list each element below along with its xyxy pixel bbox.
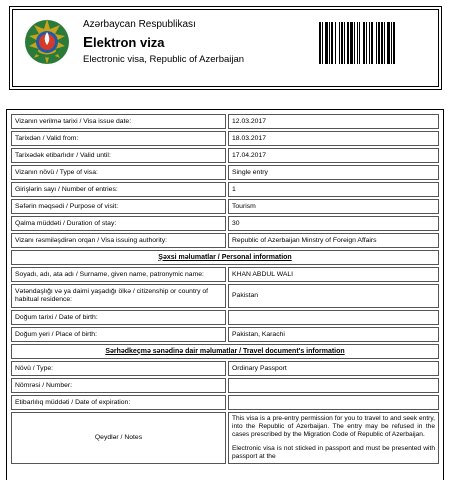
table-row: [11, 395, 439, 410]
visa-table: [9, 112, 441, 466]
table-row: [11, 361, 439, 376]
table-row: [11, 131, 439, 146]
table-row: [11, 199, 439, 214]
personal-info-heading: Şəxsi məlumatlar / Personal information: [11, 250, 439, 265]
visa-table-body: [11, 114, 439, 464]
document-title: [83, 34, 244, 51]
row-value: Republic of Azerbaijan Minstry of Foreign Affairs: [228, 233, 439, 248]
row-label: Tarixdən / Valid from:: [11, 131, 226, 146]
notes-row: [11, 412, 439, 464]
barcode-icon: [319, 22, 423, 64]
row-value: 12.03.2017: [228, 114, 439, 129]
notes-paragraph-1: This visa is a pre-entry permission for you to travel to and seek entry, into the Republic of Azerbaijan. The entry may be refused in the cases prescribed by the Migration Code of Republic of Azerbaijan.: [232, 415, 435, 439]
table-row: [11, 114, 439, 129]
row-value: 17.04.2017: [228, 148, 439, 163]
row-value: 30: [228, 216, 439, 231]
table-row: [11, 165, 439, 180]
row-label: Soyadı, adı, ata adı / Surname, given name, patronymic name:: [11, 267, 226, 282]
row-value: Tourism: [228, 199, 439, 214]
row-value: KHAN ABDUL WALI: [228, 267, 439, 282]
azerbaijan-emblem-icon: [23, 18, 71, 66]
country-name: Azərbaycan Respublikası: [83, 19, 196, 30]
notes-label: Qeydlər / Notes: [11, 412, 226, 464]
notes-value: [228, 412, 439, 464]
row-label: Vizanı rəsmiləşdirən orqan / Visa issuing authority:: [11, 233, 226, 248]
row-label: Girişlərin sayı / Number of entries:: [11, 182, 226, 197]
document-subtitle: Electronic visa, Republic of Azerbaijan: [83, 54, 245, 65]
row-label: Səfərin məqsədi / Purpose of visit:: [11, 199, 226, 214]
travel-document-heading: Sərhədkeçmə sənədinə dair məlumatlar / Travel document's information: [11, 344, 439, 359]
table-row: [11, 310, 439, 325]
table-row: [11, 182, 439, 197]
row-value: Ordinary Passport: [228, 361, 439, 376]
row-label: Doğum yeri / Place of birth:: [11, 327, 226, 342]
row-label: Vətəndaşlığı və ya daimi yaşadığı ölkə / citizenship or country of habitual residence:: [11, 284, 226, 308]
row-value: 18.03.2017: [228, 131, 439, 146]
row-label: Vizanın növü / Type of visa:: [11, 165, 226, 180]
visa-header: [9, 6, 442, 90]
title-first-letter: E: [83, 34, 94, 51]
row-value: Pakistan, Karachi: [228, 327, 439, 342]
header-text: [83, 19, 244, 66]
row-value: [228, 378, 439, 393]
table-row: [11, 267, 439, 282]
table-row: [11, 233, 439, 248]
notes-paragraph-2: Electronic visa is not sticked in passport and must be presented with passport at the: [232, 444, 435, 460]
row-value: 1: [228, 182, 439, 197]
visa-header-inner: [12, 9, 439, 87]
table-row: [11, 216, 439, 231]
row-label: Doğum tarixi / Date of birth:: [11, 310, 226, 325]
table-row: [11, 284, 439, 308]
row-value: [228, 310, 439, 325]
table-row: [11, 327, 439, 342]
visa-details: [6, 109, 444, 480]
row-value: Single entry: [228, 165, 439, 180]
row-label: Vizanın verilmə tarixi / Visa issue date:: [11, 114, 226, 129]
row-label: Qalma müddəti / Duration of stay:: [11, 216, 226, 231]
row-value: Pakistan: [228, 284, 439, 308]
title-rest: lektron viza: [93, 35, 165, 50]
row-label: Etibarlılıq müddəti / Date of expiration:: [11, 395, 226, 410]
section-heading-row: [11, 344, 439, 359]
row-value: [228, 395, 439, 410]
table-row: [11, 378, 439, 393]
row-label: Nömrəsi / Number:: [11, 378, 226, 393]
section-heading-row: [11, 250, 439, 265]
row-label: Tarixədək etibarlıdır / Valid until:: [11, 148, 226, 163]
table-row: [11, 148, 439, 163]
row-label: Növü / Type:: [11, 361, 226, 376]
